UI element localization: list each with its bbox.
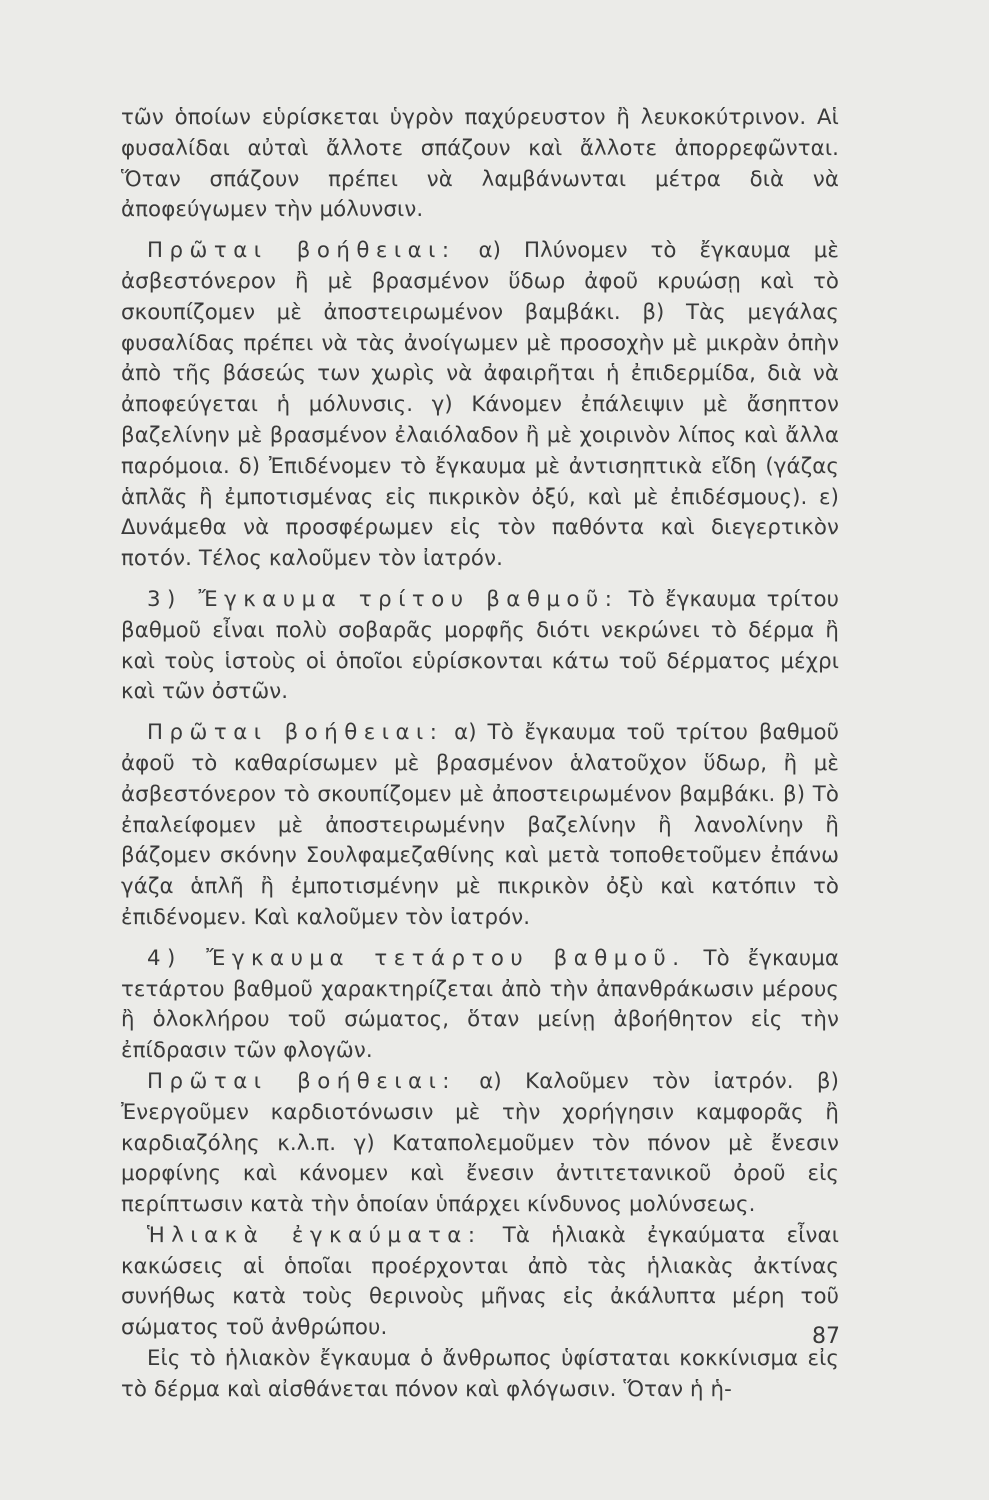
section-heading: 4) Ἔγκαυμα τετάρτου βαθμοῦ. (147, 945, 686, 971)
section-heading: Ἡλιακὰ ἐγκαύματα: (147, 1222, 482, 1248)
paragraph-intro: τῶν ὁποίων εὑρίσκεται ὑγρὸν παχύρευστον ἢ λευκοκύτρινον. Αἱ φυσαλίδαι αὐταὶ ἄλλοτε σπάζουν καὶ ἄλλοτε ἀπορρεφῶνται. Ὅταν σπάζουν πρέπει νὰ λαμβάνωνται μέτρα διὰ νὰ ἀποφεύγωμεν τὴν μόλυνσιν. (121, 105, 839, 223)
paragraph-sunburn-symptoms: Εἰς τὸ ἡλιακὸν ἔγκαυμα ὁ ἄνθρωπος ὑφίσταται κοκκίνισμα εἰς τὸ δέρμα καὶ αἰσθάνεται πόνον καὶ φλόγωσιν. Ὅταν ἡ ἡ- (121, 1346, 839, 1402)
paragraph-third-degree-burn: 3) Ἔγκαυμα τρίτου βαθμοῦ: Τὸ ἔγκαυμα τρίτου βαθμοῦ εἶναι πολὺ σοβαρᾶς μορφῆς διότι νεκρώνει τὸ δέρμα ἢ καὶ τοὺς ἱστοὺς οἱ ὁποῖοι εὑρίσκονται κάτω τοῦ δέρματος μέχρι καὶ τῶν ὀστῶν. (121, 586, 839, 705)
section-lead: Πρῶται βοήθειαι: (147, 238, 456, 264)
paragraph-first-aid-third-degree: Πρῶται βοήθειαι: α) Τὸ ἔγκαυμα τοῦ τρίτου βαθμοῦ ἀφοῦ τὸ καθαρίσωμεν μὲ βρασμένον ἁλατοῦχον ὕδωρ, ἢ μὲ ἀσβεστόνερον τὸ σκουπίζομεν μὲ ἀποστειρωμένον βαμβάκι. β) Τὸ ἐπαλείφομεν μὲ ἀποστειρωμένην βαζελίνην ἢ λανολίνην ἢ βάζομεν σκόνην Σουλφαμεζαθίνης καὶ μετὰ τοποθετοῦμεν ἐπάνω γάζα ἁπλῆ ἢ ἐμποτισμένην μὲ πικρικὸν ὀξὺ καὶ κατόπιν τὸ ἐπιδένομεν. Καὶ καλοῦμεν τὸν ἰατρόν. (121, 720, 839, 930)
page-number: 87 (812, 1324, 840, 1349)
section-lead: Πρῶται βοήθειαι: (147, 720, 444, 746)
paragraph-first-aid-fourth-degree: Πρῶται βοήθειαι: α) Καλοῦμεν τὸν ἰατρόν. β) Ἐνεργοῦμεν καρδιοτόνωσιν μὲ τὴν χορήγησιν καμφορᾶς ἢ καρδιαζόλης κ.λ.π. γ) Καταπολεμοῦμεν τὸν πόνον μὲ ἔνεσιν μορφίνης καὶ κάνομεν καὶ ἔνεσιν ἀντιτετανικοῦ ὀροῦ εἰς περίπτωσιν κατὰ τὴν ὁποίαν ὑπάρχει κίνδυνος μολύνσεως. (121, 1068, 839, 1218)
paragraph-fourth-degree-burn: 4) Ἔγκαυμα τετάρτου βαθμοῦ. Τὸ ἔγκαυμα τετάρτου βαθμοῦ χαρακτηρίζεται ἀπὸ τὴν ἀπανθράκωσιν μέρους ἢ ὁλοκλήρου τοῦ σώματος, ὅταν μείνῃ ἀβοήθητον εἰς τὴν ἐπίδρασιν τῶν φλογῶν. (121, 945, 840, 1064)
section-heading: 3) Ἔγκαυμα τρίτου βαθμοῦ: (147, 586, 619, 612)
paragraph-first-aid-second-degree: Πρῶται βοήθειαι: α) Πλύνομεν τὸ ἔγκαυμα μὲ ἀσβεστόνερον ἢ μὲ βρασμένον ὕδωρ ἀφοῦ κρυώσῃ καὶ τὸ σκουπίζομεν μὲ ἀποστειρωμένον βαμβάκι. β) Τὰς μεγάλας φυσαλίδας πρέπει νὰ τὰς ἀνοίγωμεν μὲ προσοχὴν μὲ μικρὰν ὀπὴν ἀπὸ τῆς βάσεώς των χωρὶς νὰ ἀφαιρῆται ἡ ἐπιδερμίδα, διὰ νὰ ἀποφεύγεται ἡ μόλυνσις. γ) Κάνομεν ἐπάλειψιν μὲ ἄσηπτον βαζελίνην μὲ βρασμένον ἐλαιόλαδον ἢ μὲ χοιρινὸν λίπος καὶ ἄλλα παρόμοια. δ) Ἐπιδένομεν τὸ ἔγκαυμα μὲ ἀντισηπτικὰ εἴδη (γάζας ἁπλᾶς ἢ ἐμποτισμένας εἰς πικρικὸν ὀξύ, καὶ μὲ ἐπιδέσμους). ε) Δυνάμεθα νὰ προσφέρωμεν εἰς τὸν παθόντα καὶ διεγερτικὸν ποτόν. Τέλος καλοῦμεν τὸν ἰατρόν. (121, 238, 839, 572)
section-lead: Πρῶται βοήθειαι: (147, 1068, 456, 1094)
body-text (121, 103, 839, 1406)
paragraph-sunburn: Ἡλιακὰ ἐγκαύματα: Τὰ ἡλιακὰ ἐγκαύματα εἶναι κακώσεις αἱ ὁποῖαι προέρχονται ἀπὸ τὰς ἡλιακὰς ἀκτίνας συνήθως κατὰ τοὺς θερινοὺς μῆνας εἰς ἀκάλυπτα μέρη τοῦ σώματος τοῦ ἀνθρώπου. (121, 1222, 840, 1341)
